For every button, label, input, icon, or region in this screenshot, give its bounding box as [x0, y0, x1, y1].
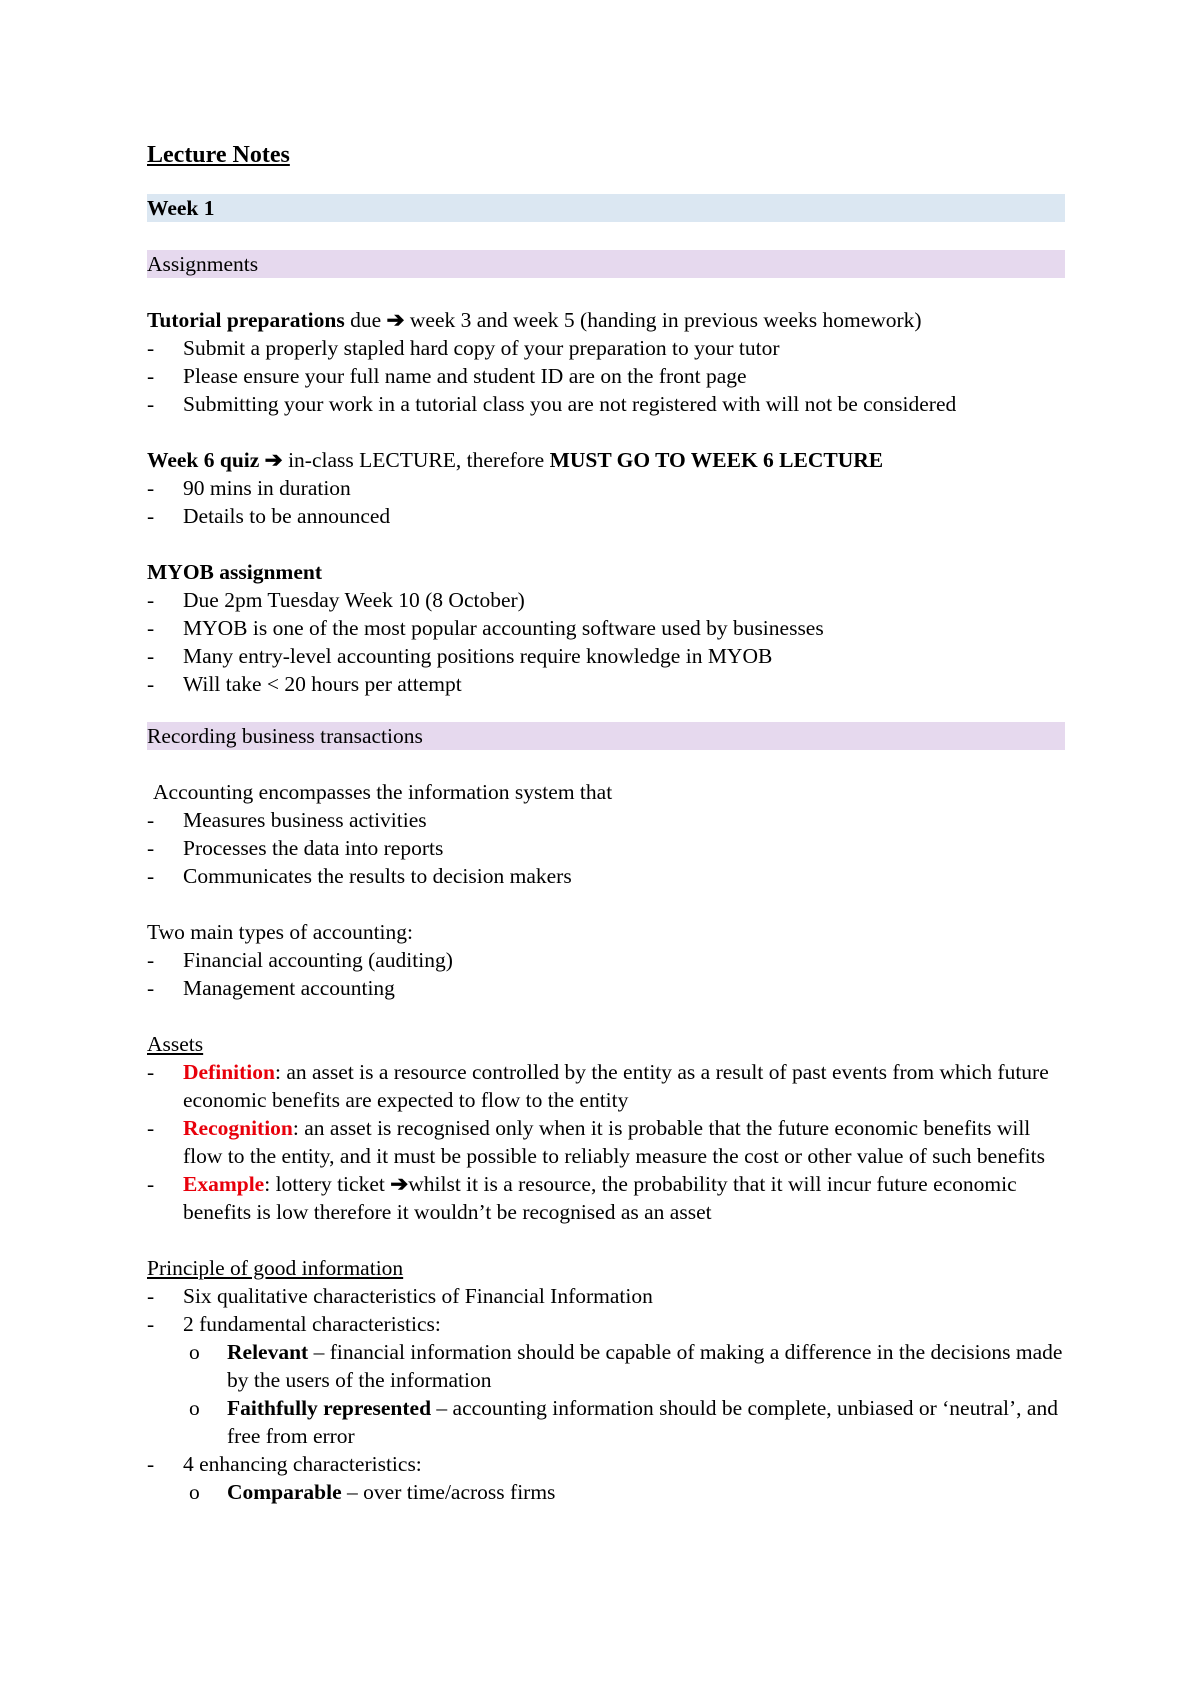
- sub-list-item: [183, 1338, 1065, 1394]
- list-item-text: Financial accounting (auditing): [183, 948, 453, 972]
- dash-bullet: -: [147, 392, 155, 416]
- relevant-text: – financial information should be capable of making a difference in the decisions made by the users of the information: [227, 1340, 1063, 1392]
- list-item-text: Many entry-level accounting positions require knowledge in MYOB: [183, 644, 773, 668]
- dash-bullet: -: [147, 616, 155, 640]
- tutorial-lead-tail: week 3 and week 5 (handing in previous weeks homework): [404, 308, 922, 332]
- myob-heading: MYOB assignment: [147, 560, 322, 584]
- section-heading-assignments: Assignments: [147, 250, 1065, 278]
- quiz-list: [147, 474, 1065, 530]
- relevant-label: Relevant: [227, 1340, 309, 1364]
- list-item-text: Measures business activities: [183, 808, 427, 832]
- spacer: [147, 530, 1065, 558]
- dash-bullet: -: [147, 364, 155, 388]
- list-item-text: Due 2pm Tuesday Week 10 (8 October): [183, 588, 525, 612]
- dash-bullet: -: [147, 976, 155, 1000]
- dash-bullet: -: [147, 644, 155, 668]
- section-heading-recording: Recording business transactions: [147, 722, 1065, 750]
- list-item-text: Six qualitative characteristics of Financial Information: [183, 1284, 653, 1308]
- example-text-b: whilst it is a resource, the probability that it will incur future economic benefits is low therefore it wouldn’t be recognised as an asset: [183, 1172, 1017, 1224]
- spacer: [147, 278, 1065, 306]
- document-page: [147, 140, 1065, 1506]
- recognition-text: : an asset is recognised only when it is probable that the future economic benefits will flow to the entity, and it must be possible to reliably measure the cost or other value of such benefits: [183, 1116, 1045, 1168]
- list-item: [147, 1450, 1065, 1506]
- list-item-text: Submit a properly stapled hard copy of your preparation to your tutor: [183, 336, 780, 360]
- list-item: [147, 834, 1065, 862]
- tutorial-lead-rest: due: [344, 308, 387, 332]
- spacer: [147, 1226, 1065, 1254]
- recognition-label: Recognition: [183, 1116, 293, 1140]
- dash-bullet: -: [147, 1116, 155, 1140]
- list-item: [147, 362, 1065, 390]
- types-list: [147, 946, 1065, 1002]
- example-label: Example: [183, 1172, 265, 1196]
- list-item: [147, 334, 1065, 362]
- list-item: [147, 474, 1065, 502]
- list-item: [147, 1114, 1065, 1170]
- myob-list: [147, 586, 1065, 698]
- week-heading: Week 1: [147, 194, 1065, 222]
- list-item-text: Management accounting: [183, 976, 395, 1000]
- dash-bullet: -: [147, 588, 155, 612]
- quiz-lead: [147, 446, 1065, 474]
- list-item-text: Processes the data into reports: [183, 836, 444, 860]
- list-item-text: Submitting your work in a tutorial class you are not registered with will not be considered: [183, 392, 957, 416]
- dash-bullet: -: [147, 476, 155, 500]
- dash-bullet: -: [147, 1452, 155, 1476]
- list-item-text: 90 mins in duration: [183, 476, 351, 500]
- list-item-text: MYOB is one of the most popular accounting software used by businesses: [183, 616, 824, 640]
- list-item-text: 4 enhancing characteristics:: [183, 1452, 422, 1476]
- assets-list: [147, 1058, 1065, 1226]
- list-item: [147, 974, 1065, 1002]
- dash-bullet: -: [147, 1284, 155, 1308]
- dash-bullet: -: [147, 504, 155, 528]
- dash-bullet: -: [147, 1172, 155, 1196]
- dash-bullet: -: [147, 336, 155, 360]
- dash-bullet: -: [147, 808, 155, 832]
- dash-bullet: -: [147, 864, 155, 888]
- list-item: [147, 670, 1065, 698]
- principle-list: [147, 1282, 1065, 1506]
- tutorial-lead-bold: Tutorial preparations: [147, 308, 345, 332]
- list-item: [147, 642, 1065, 670]
- types-intro: Two main types of accounting:: [147, 920, 413, 944]
- tutorial-list: [147, 334, 1065, 418]
- enhancing-sublist: [183, 1478, 1065, 1506]
- faithful-text: – accounting information should be complete, unbiased or ‘neutral’, and free from error: [227, 1396, 1058, 1448]
- arrow-right-icon: ➔: [390, 1172, 409, 1196]
- definition-label: Definition: [183, 1060, 275, 1084]
- list-item-text: Details to be announced: [183, 504, 391, 528]
- list-item: [147, 502, 1065, 530]
- list-item: [147, 614, 1065, 642]
- assets-heading: Assets: [147, 1032, 204, 1056]
- comparable-text: – over time/across firms: [341, 1480, 556, 1504]
- circle-bullet: o: [189, 1480, 200, 1504]
- spacer: [147, 1002, 1065, 1030]
- list-item: [147, 862, 1065, 890]
- list-item: [147, 946, 1065, 974]
- fundamental-sublist: [183, 1338, 1065, 1450]
- list-item: [147, 1282, 1065, 1310]
- accounting-intro: Accounting encompasses the information system that: [153, 780, 613, 804]
- sub-list-item: [183, 1394, 1065, 1450]
- list-item: [147, 1170, 1065, 1226]
- list-item-text: Will take < 20 hours per attempt: [183, 672, 462, 696]
- list-item-text: Communicates the results to decision makers: [183, 864, 572, 888]
- dash-bullet: -: [147, 1312, 155, 1336]
- spacer: [147, 750, 1065, 778]
- example-text-a: : lottery ticket: [264, 1172, 391, 1196]
- accounting-list: [147, 806, 1065, 890]
- dash-bullet: -: [147, 1060, 155, 1084]
- spacer: [147, 890, 1065, 918]
- list-item-text: Please ensure your full name and student ID are on the front page: [183, 364, 747, 388]
- quiz-lead-bold: Week 6 quiz: [147, 448, 260, 472]
- comparable-label: Comparable: [227, 1480, 342, 1504]
- definition-text: : an asset is a resource controlled by the entity as a result of past events from which future economic benefits are expected to flow to the entity: [183, 1060, 1049, 1112]
- quiz-lead-rest: in-class LECTURE, therefore: [282, 448, 550, 472]
- circle-bullet: o: [189, 1396, 200, 1420]
- list-item-text: 2 fundamental characteristics:: [183, 1312, 441, 1336]
- dash-bullet: -: [147, 948, 155, 972]
- faithful-label: Faithfully represented: [227, 1396, 432, 1420]
- quiz-lead-bold-tail: MUST GO TO WEEK 6 LECTURE: [549, 448, 884, 472]
- list-item: [147, 586, 1065, 614]
- dash-bullet: -: [147, 836, 155, 860]
- arrow-right-icon: ➔: [386, 308, 405, 332]
- arrow-right-icon: ➔: [264, 448, 283, 472]
- list-item: [147, 390, 1065, 418]
- page-title: Lecture Notes: [147, 142, 290, 168]
- sub-list-item: [183, 1478, 1065, 1506]
- list-item: [147, 806, 1065, 834]
- circle-bullet: o: [189, 1340, 200, 1364]
- dash-bullet: -: [147, 672, 155, 696]
- spacer: [147, 418, 1065, 446]
- list-item: [147, 1310, 1065, 1450]
- tutorial-lead: [147, 306, 1065, 334]
- list-item: [147, 1058, 1065, 1114]
- principle-heading: Principle of good information: [147, 1256, 404, 1280]
